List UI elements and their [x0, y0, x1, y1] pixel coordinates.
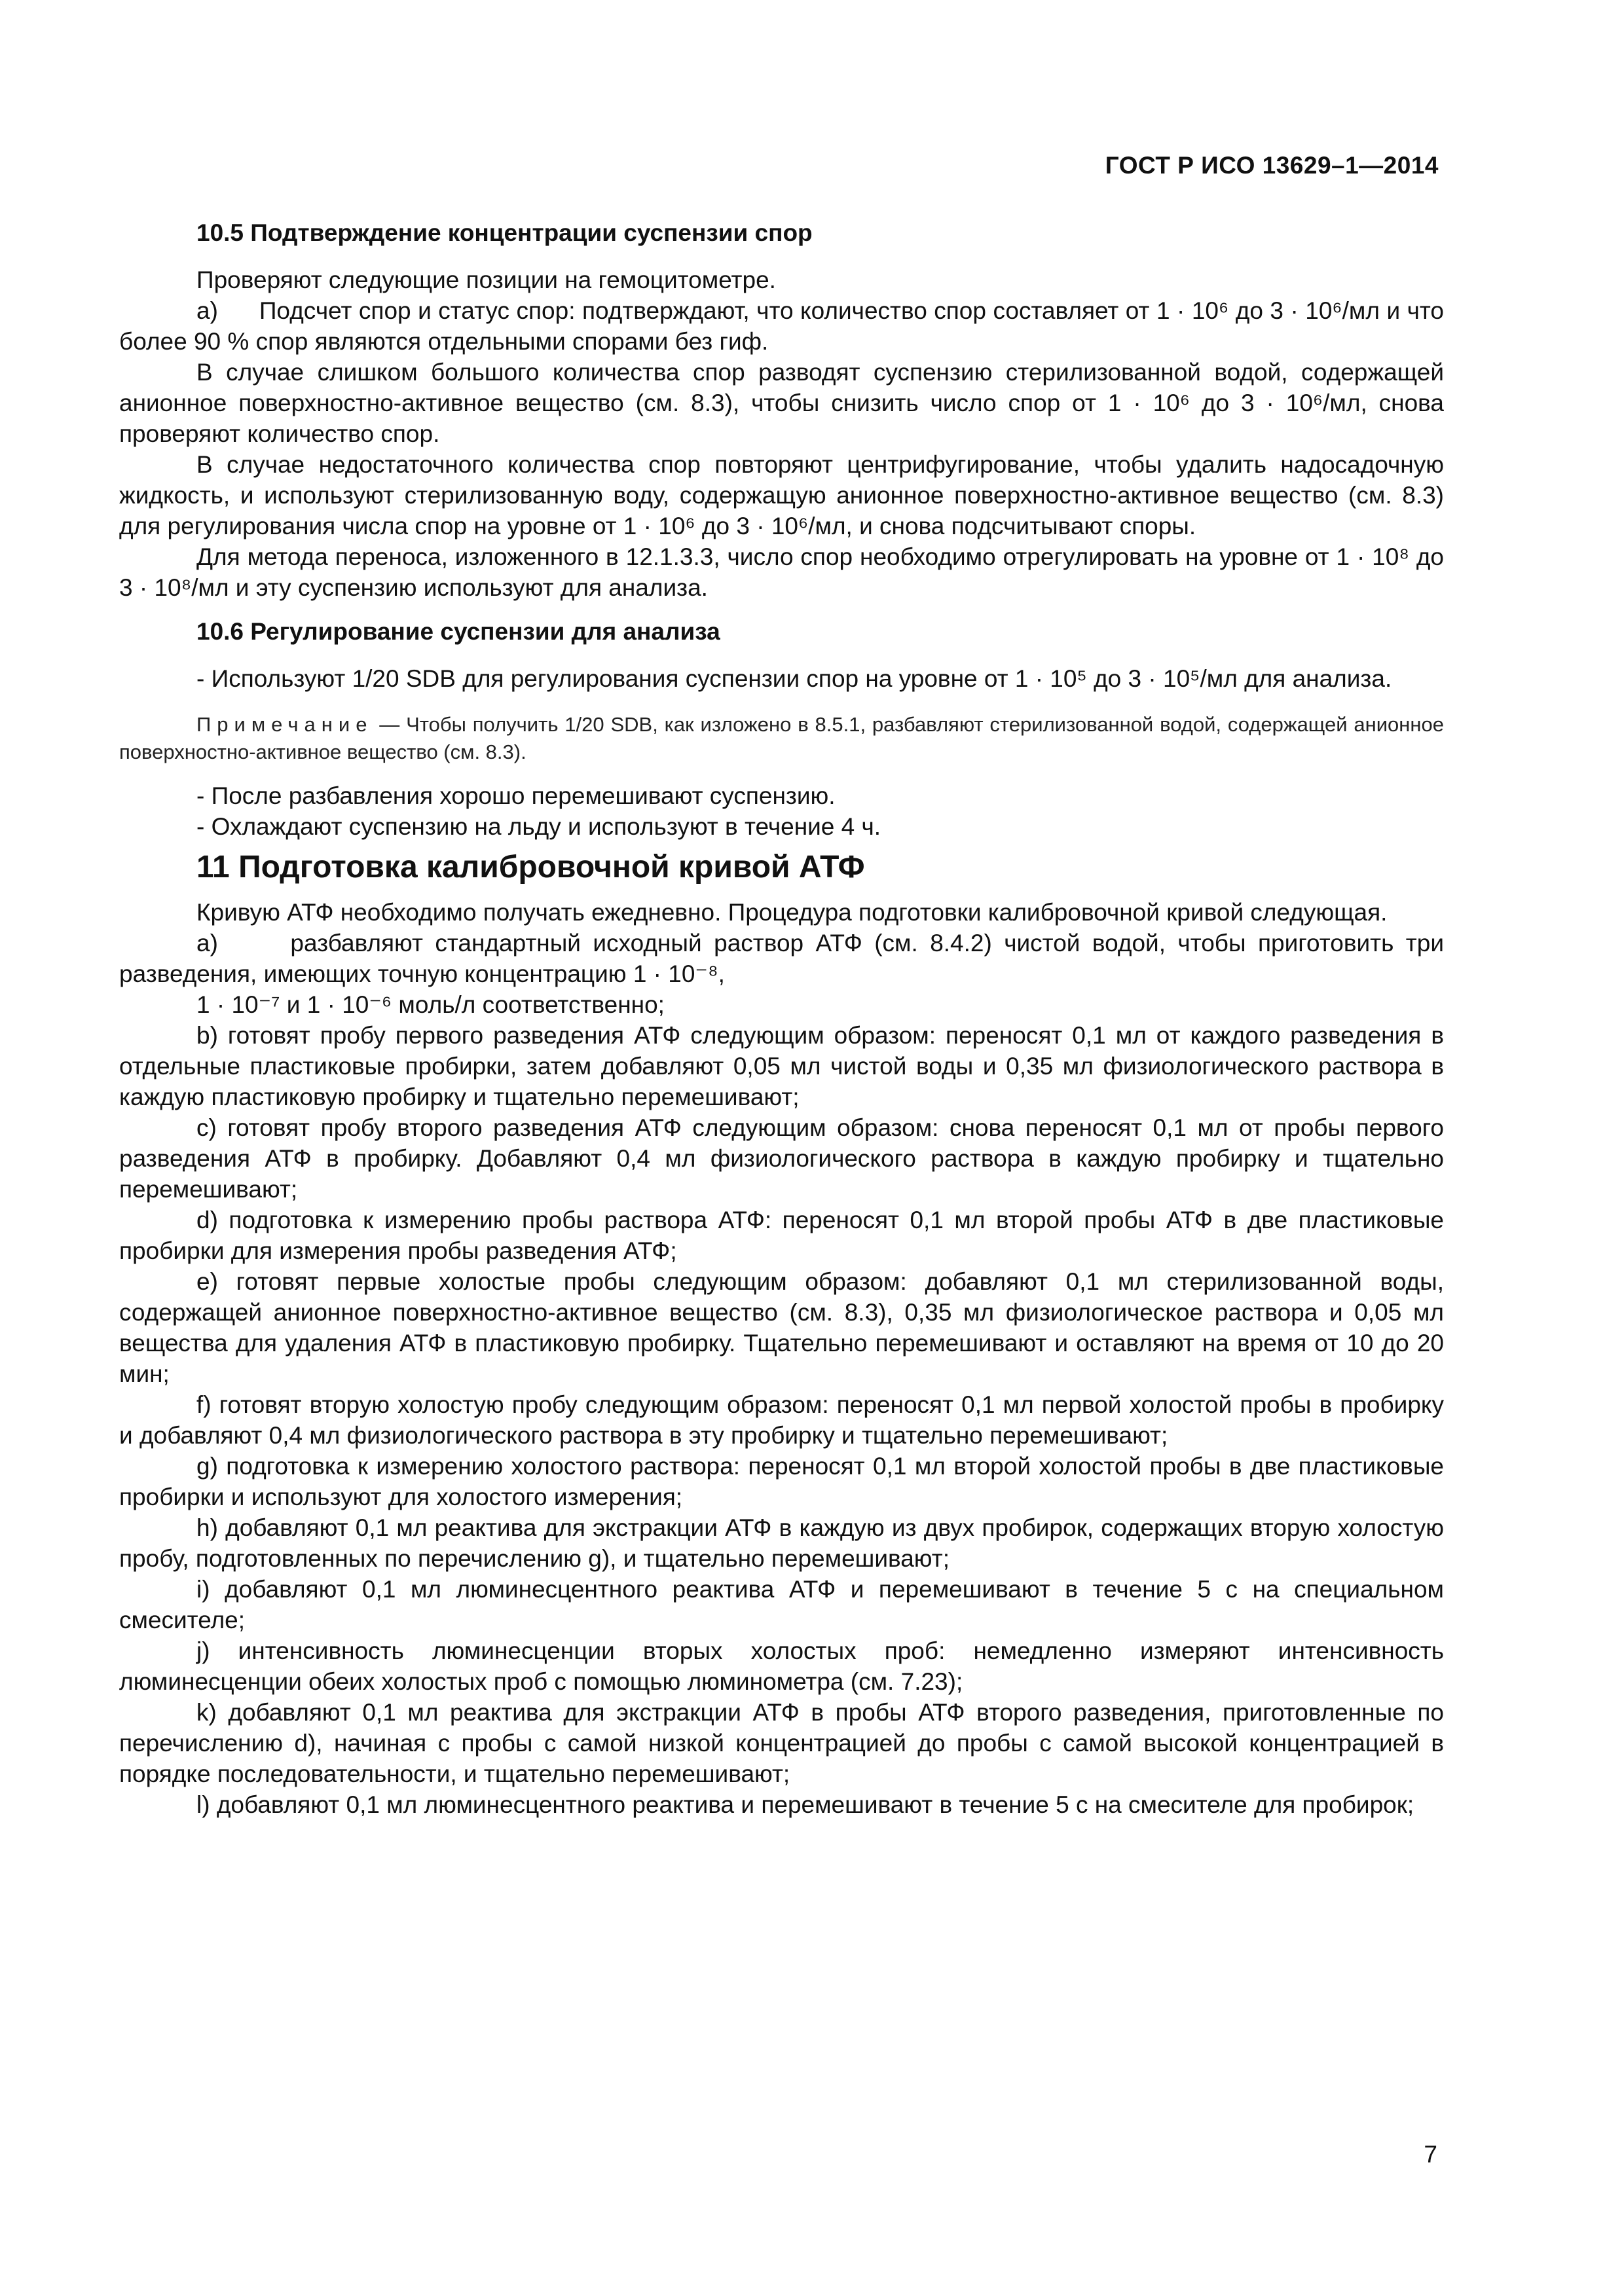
section-11-heading: 11 Подготовка калибровочной кривой АТФ — [196, 850, 865, 884]
section-10-6-heading: 10.6 Регулирование суспензии для анализа — [196, 618, 720, 645]
page-content — [119, 216, 1444, 1820]
page-number: 7 — [1424, 2141, 1437, 2168]
section-10-5-paragraph-too-many: В случае слишком большого количества спор разводят суспензию стерилизованной водой, содержащей анионное поверхностно-активное вещество (см. 8.3), чтобы снизить число спор от 1 · 10⁶ до 3 · 10⁶/мл, снова проверяют количество спор. — [119, 359, 1444, 447]
section-10-5-item-a: a) Подсчет спор и статус спор: подтверждают, что количество спор составляет от 1 · 10⁶ до 3 · 10⁶/мл и что более 90 % спор являются отдельными спорами без гиф. — [119, 297, 1444, 355]
note-block — [119, 711, 1444, 766]
section-10-5-heading: 10.5 Подтверждение концентрации суспензии спор — [196, 219, 813, 246]
section-11-intro: Кривую АТФ необходимо получать ежедневно. Процедура подготовки калибровочной кривой следующая. — [196, 899, 1388, 926]
section-10-5-paragraph-transfer-method: Для метода переноса, изложенного в 12.1.3.3, число спор необходимо отрегулировать на уровне от 1 · 10⁸ до 3 · 10⁸/мл и эту суспензию используют для анализа. — [119, 543, 1444, 601]
section-11-item-b: b) готовят пробу первого разведения АТФ следующим образом: переносят 0,1 мл от каждого разведения в отдельные пластиковые пробирки, затем добавляют 0,05 мл чистой воды и 0,35 мл физиологического раствора в каждую пластиковую пробирку и тщательно перемешивают; — [119, 1022, 1444, 1110]
section-11-item-e: e) готовят первые холостые пробы следующим образом: добавляют 0,1 мл стерилизованной воды, содержащей анионное поверхностно-активное вещество (см. 8.3), 0,35 мл физиологическое раствора и 0,05 мл вещества для удаления АТФ в пластиковую пробирку. Тщательно перемешивают и оставляют на время от 10 до 20 мин; — [119, 1268, 1444, 1387]
section-11-item-g: g) подготовка к измерению холостого раствора: переносят 0,1 мл второй холостой пробы в две пластиковые пробирки и используют для холостого измерения; — [119, 1453, 1444, 1510]
section-11-item-j: j) интенсивность люминесценции вторых холостых проб: немедленно измеряют интенсивность люминесценции обеих холостых проб с помощью люминометра (см. 7.23); — [119, 1637, 1444, 1695]
section-11-item-k: k) добавляют 0,1 мл реактива для экстракции АТФ в пробы АТФ второго разведения, приготовленные по перечислению d), начиная с пробы с самой низкой концентрацией до пробы с самой высокой концентрацией в порядке последовательности, и тщательно перемешивают; — [119, 1699, 1444, 1787]
section-10-6-paragraph-2: - После разбавления хорошо перемешивают суспензию. — [196, 782, 836, 809]
section-10-6-paragraph-1: - Используют 1/20 SDB для регулирования суспензии спор на уровне от 1 · 10⁵ до 3 · 10⁵/мл для анализа. — [196, 665, 1392, 692]
note-text: — Чтобы получить 1/20 SDB, как изложено в 8.5.1, разбавляют стерилизованной водой, содержащей анионное поверхностно-активное вещество (см. 8.3). — [119, 713, 1444, 763]
section-11-item-d: d) подготовка к измерению пробы раствора АТФ: переносят 0,1 мл второй пробы АТФ в две пластиковые пробирки для измерения пробы разведения АТФ; — [119, 1207, 1444, 1264]
section-11-item-a: a) разбавляют стандартный исходный раствор АТФ (см. 8.4.2) чистой водой, чтобы приготовить три разведения, имеющих точную концентрацию 1 · 10⁻⁸, — [119, 930, 1444, 987]
section-11-item-h: h) добавляют 0,1 мл реактива для экстракции АТФ в каждую из двух пробирок, содержащих вторую холостую пробу, подготовленных по перечислению g), и тщательно перемешивают; — [119, 1514, 1444, 1572]
section-10-5-paragraph-too-few: В случае недостаточного количества спор повторяют центрифугирование, чтобы удалить надосадочную жидкость, и используют стерилизованную воду, содержащую анионное поверхностно-активное вещество (см. 8.3) для регулирования числа спор на уровне от 1 · 10⁶ до 3 · 10⁶/мл, и снова подсчитывают споры. — [119, 451, 1444, 539]
section-11-item-l: l) добавляют 0,1 мл люминесцентного реактива и перемешивают в течение 5 с на смесителе для пробирок; — [196, 1791, 1414, 1818]
section-11-item-i: i) добавляют 0,1 мл люминесцентного реактива АТФ и перемешивают в течение 5 с на специальном смесителе; — [119, 1576, 1444, 1633]
standard-code-header: ГОСТ Р ИСО 13629–1—2014 — [1105, 152, 1439, 179]
section-11-item-f: f) готовят вторую холостую пробу следующим образом: переносят 0,1 мл первой холостой пробы в пробирку и добавляют 0,4 мл физиологического раствора в эту пробирку и тщательно перемешивают; — [119, 1391, 1444, 1449]
section-10-5-paragraph-1: Проверяют следующие позиции на гемоцитометре. — [196, 266, 776, 293]
section-11-item-a-continued: 1 · 10⁻⁷ и 1 · 10⁻⁶ моль/л соответственно; — [196, 991, 665, 1018]
section-11-item-c: c) готовят пробу второго разведения АТФ следующим образом: снова переносят 0,1 мл от пробы первого разведения АТФ в пробирку. Добавляют 0,4 мл физиологического раствора в каждую пробирку и тщательно перемешивают; — [119, 1114, 1444, 1203]
section-10-6-paragraph-3: - Охлаждают суспензию на льду и используют в течение 4 ч. — [196, 813, 881, 840]
note-label: Примечание — [196, 713, 373, 736]
